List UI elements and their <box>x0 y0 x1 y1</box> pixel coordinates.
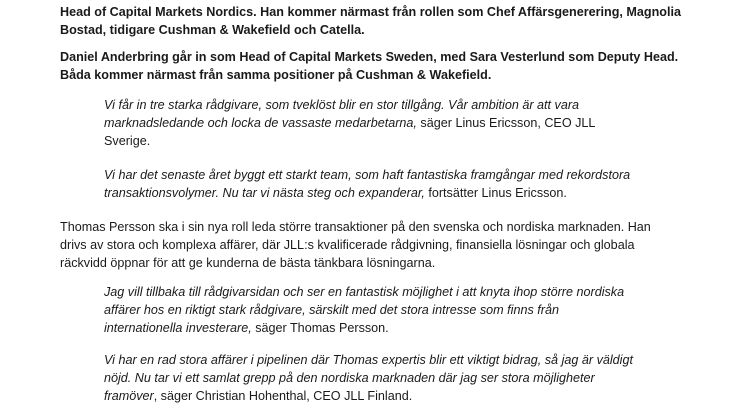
quote-text: Vi har en rad stora affärer i pipelinen där Thomas expertis blir ett viktigt bidrag, så jag är väldigt <box>104 353 633 367</box>
quote-linus-ericsson-1 <box>104 96 704 150</box>
paragraph-thomas-persson <box>60 218 700 272</box>
quote-text: internationella investerare, <box>104 321 252 335</box>
quote-christian-hohenthal <box>104 351 704 405</box>
quote-line <box>104 319 704 337</box>
text-line: Head of Capital Markets Nordics. Han kommer närmast från rollen som Chef Affärsgenerering, Magnolia <box>60 5 681 19</box>
quote-text: Jag vill tillbaka till rådgivarsidan och ser en fantastisk möjlighet i att knyta ihop större nordiska <box>104 285 625 299</box>
text-line: räckvidd öppnar för att ge kunderna de bästa tänkbara lösningarna. <box>60 256 436 270</box>
text-line: Daniel Anderbring går in som Head of Capital Markets Sweden, med Sara Vesterlund som Deputy Head. <box>60 50 679 64</box>
quote-text: affärer hos en riktigt stark rådgivare, särskilt med det stora intresse som finns från <box>104 303 559 317</box>
quote-attribution: säger Thomas Persson. <box>251 321 389 335</box>
text-line: Thomas Persson ska i sin nya roll leda större transaktioner på den svenska och nordiska marknaden. Han <box>60 220 651 234</box>
quote-text: framöver <box>104 389 154 403</box>
paragraph-sweden-head <box>60 48 700 84</box>
quote-linus-ericsson-2 <box>104 166 704 202</box>
quote-line <box>104 96 704 114</box>
text-line: Båda kommer närmast från samma positioner på Cushman & Wakefield. <box>60 68 492 82</box>
quote-line <box>104 184 704 202</box>
quote-text: marknadsledande och locka de vassaste medarbetarna, <box>104 116 417 130</box>
quote-line: Sverige. <box>104 134 151 148</box>
quote-attribution: , säger Christian Hohenthal, CEO JLL Finland. <box>153 389 413 403</box>
quote-line <box>104 114 704 132</box>
quote-line <box>104 283 704 301</box>
quote-text: Vi har det senaste året byggt ett starkt team, som haft fantastiska framgångar med rekordstora <box>104 168 631 182</box>
quote-line <box>104 387 704 405</box>
quote-line <box>104 369 704 387</box>
quote-text: Vi får in tre starka rådgivare, som tveklöst blir en stor tillgång. Vår ambition är att vara <box>104 98 580 112</box>
quote-attribution: säger Linus Ericsson, CEO JLL <box>416 116 596 130</box>
text-line: drivs av stora och komplexa affärer, där JLL:s kvalificerade rådgivning, finansiella lösningar och globala <box>60 238 635 252</box>
text-line: Bostad, tidigare Cushman & Wakefield och Catella. <box>60 23 365 37</box>
quote-text: transaktionsvolymer. Nu tar vi nästa steg och expanderar, <box>104 186 425 200</box>
quote-thomas-persson <box>104 283 704 337</box>
quote-line <box>104 166 704 184</box>
quote-line <box>104 301 704 319</box>
quote-text: nöjd. Nu tar vi ett samlat grepp på den nordiska marknaden där jag ser stora möjligheter <box>104 371 595 385</box>
quote-line <box>104 351 704 369</box>
paragraph-nordics-head <box>60 3 700 39</box>
quote-attribution: fortsätter Linus Ericsson. <box>424 186 567 200</box>
